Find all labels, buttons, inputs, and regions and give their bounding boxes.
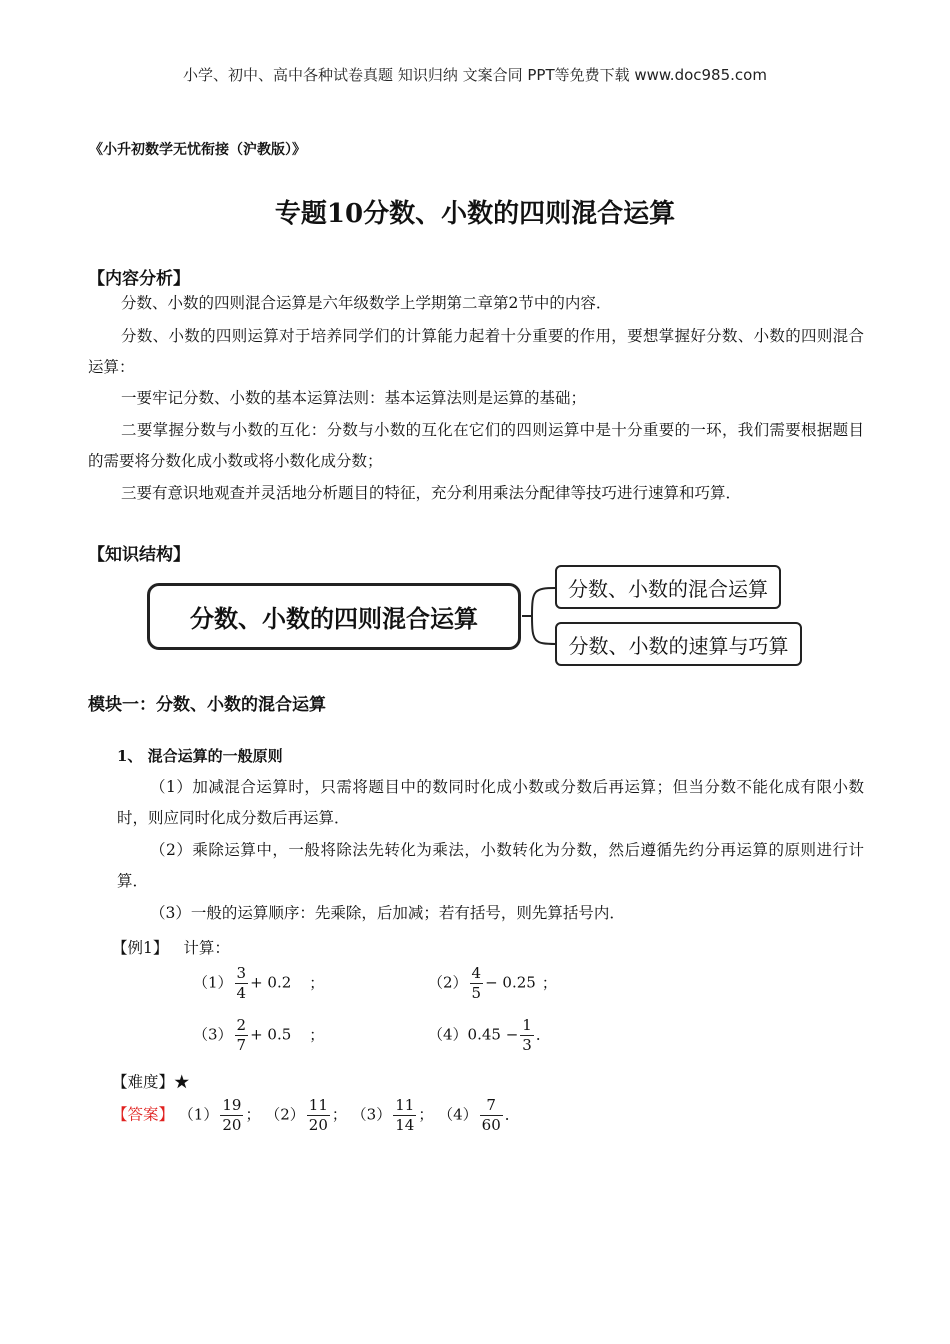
mindmap-child: 分数、小数的混合运算 [555, 565, 781, 609]
numerator: 11 [395, 1096, 415, 1114]
answer-line [112, 1098, 520, 1133]
mindmap-root: 分数、小数的四则混合运算 [147, 583, 521, 650]
answer-index: （3） [351, 1105, 392, 1124]
denominator: 14 [395, 1116, 415, 1134]
analysis-paragraph: 分数、小数的四则混合运算是六年级数学上学期第二章第2节中的内容． [121, 294, 612, 312]
denominator: 20 [308, 1116, 328, 1134]
punctuation: ； [541, 973, 557, 992]
mindmap-child: 分数、小数的速算与巧算 [555, 622, 802, 666]
punctuation: ； [245, 1105, 261, 1124]
analysis-heading: 【内容分析】 [88, 269, 190, 289]
structure-heading: 【知识结构】 [88, 545, 190, 565]
expression-lead: 0.45 − [467, 1025, 519, 1044]
expression-rest: + 0.5 [250, 1025, 292, 1044]
punctuation: ； [331, 1105, 347, 1124]
page-title: 专题10分数、小数的四则混合运算 [274, 199, 676, 229]
numerator: 1 [522, 1016, 532, 1034]
problem-index: （4） [428, 1025, 468, 1044]
denominator: 3 [522, 1036, 532, 1054]
fraction [480, 1098, 503, 1133]
problem-index: （1） [193, 973, 233, 992]
punctuation: ； [418, 1105, 434, 1124]
rule-paragraph: （1）加减混合运算时，只需将题目中的数同时化成小数或分数后再运算；但当分数不能化成有限小数时，则应同时化成分数后再运算． [117, 778, 864, 827]
fraction [520, 1018, 534, 1053]
denominator: 5 [471, 984, 482, 1002]
series-title: 《小升初数学无忧衔接（沪教版）》 [89, 142, 306, 158]
denominator: 7 [236, 1036, 247, 1054]
expression-rest: − 0.25 [485, 973, 536, 992]
fraction [393, 1098, 416, 1133]
example-tag: 【例1】 [112, 939, 169, 957]
fraction [307, 1098, 330, 1133]
punctuation: ； [309, 973, 325, 992]
numerator: 4 [471, 964, 482, 982]
star-icon: ★ [174, 1073, 190, 1091]
numerator: 3 [236, 964, 247, 982]
difficulty-label: 【难度】 [112, 1073, 175, 1091]
expression-rest: + 0.2 [250, 973, 292, 992]
analysis-paragraph: 一要牢记分数、小数的基本运算法则：基本运算法则是运算的基础； [121, 389, 587, 407]
problem-4 [428, 1018, 551, 1053]
punctuation: ． [535, 1025, 551, 1044]
answer-index: （4） [438, 1105, 478, 1124]
example-prompt: 计算： [183, 939, 230, 957]
module-heading: 模块一：分数、小数的混合运算 [88, 695, 326, 715]
difficulty [112, 1070, 190, 1092]
problem-2 [428, 966, 557, 1001]
answer-label: 【答案】 [112, 1105, 175, 1124]
numerator: 2 [236, 1016, 247, 1034]
denominator: 60 [481, 1116, 501, 1134]
rule-paragraph: （2）乘除运算中，一般将除法先转化为乘法，小数转化为分数，然后遵循先约分再运算的原则进行计算． [117, 841, 864, 890]
problem-index: （3） [193, 1025, 233, 1044]
answer-index: （1） [178, 1105, 219, 1124]
problem-3 [193, 1018, 324, 1053]
punctuation: ； [309, 1025, 325, 1044]
problem-index: （2） [428, 973, 468, 992]
page-header: 小学、初中、高中各种试卷真题 知识归纳 文案合同 PPT等免费下载 www.doc985.com [183, 66, 767, 84]
punctuation: ． [504, 1105, 520, 1124]
sub-heading: 1、 混合运算的一般原则 [117, 747, 283, 765]
denominator: 20 [222, 1116, 242, 1134]
fraction [235, 1018, 249, 1053]
problem-1 [193, 966, 324, 1001]
numerator: 11 [308, 1096, 328, 1114]
rule-paragraph: （3）一般的运算顺序：先乘除，后加减；若有括号，则先算括号内． [150, 904, 625, 922]
numerator: 7 [480, 1098, 503, 1116]
fraction [235, 966, 249, 1001]
analysis-paragraph: 分数、小数的四则运算对于培养同学们的计算能力起着十分重要的作用，要想掌握好分数、小数的四则混合运算： [88, 327, 864, 376]
example-label [112, 936, 230, 958]
fraction [220, 1098, 243, 1133]
analysis-paragraph: 二要掌握分数与小数的互化：分数与小数的互化在它们的四则运算中是十分重要的一环，我们需要根据题目的需要将分数化成小数或将小数化成分数； [88, 421, 864, 470]
answer-index: （2） [265, 1105, 305, 1124]
fraction [470, 966, 484, 1001]
denominator: 4 [236, 984, 247, 1002]
mindmap-connector [520, 560, 560, 670]
analysis-paragraph: 三要有意识地观查并灵活地分析题目的特征，充分利用乘法分配律等技巧进行速算和巧算． [121, 484, 742, 502]
numerator: 19 [222, 1096, 242, 1114]
